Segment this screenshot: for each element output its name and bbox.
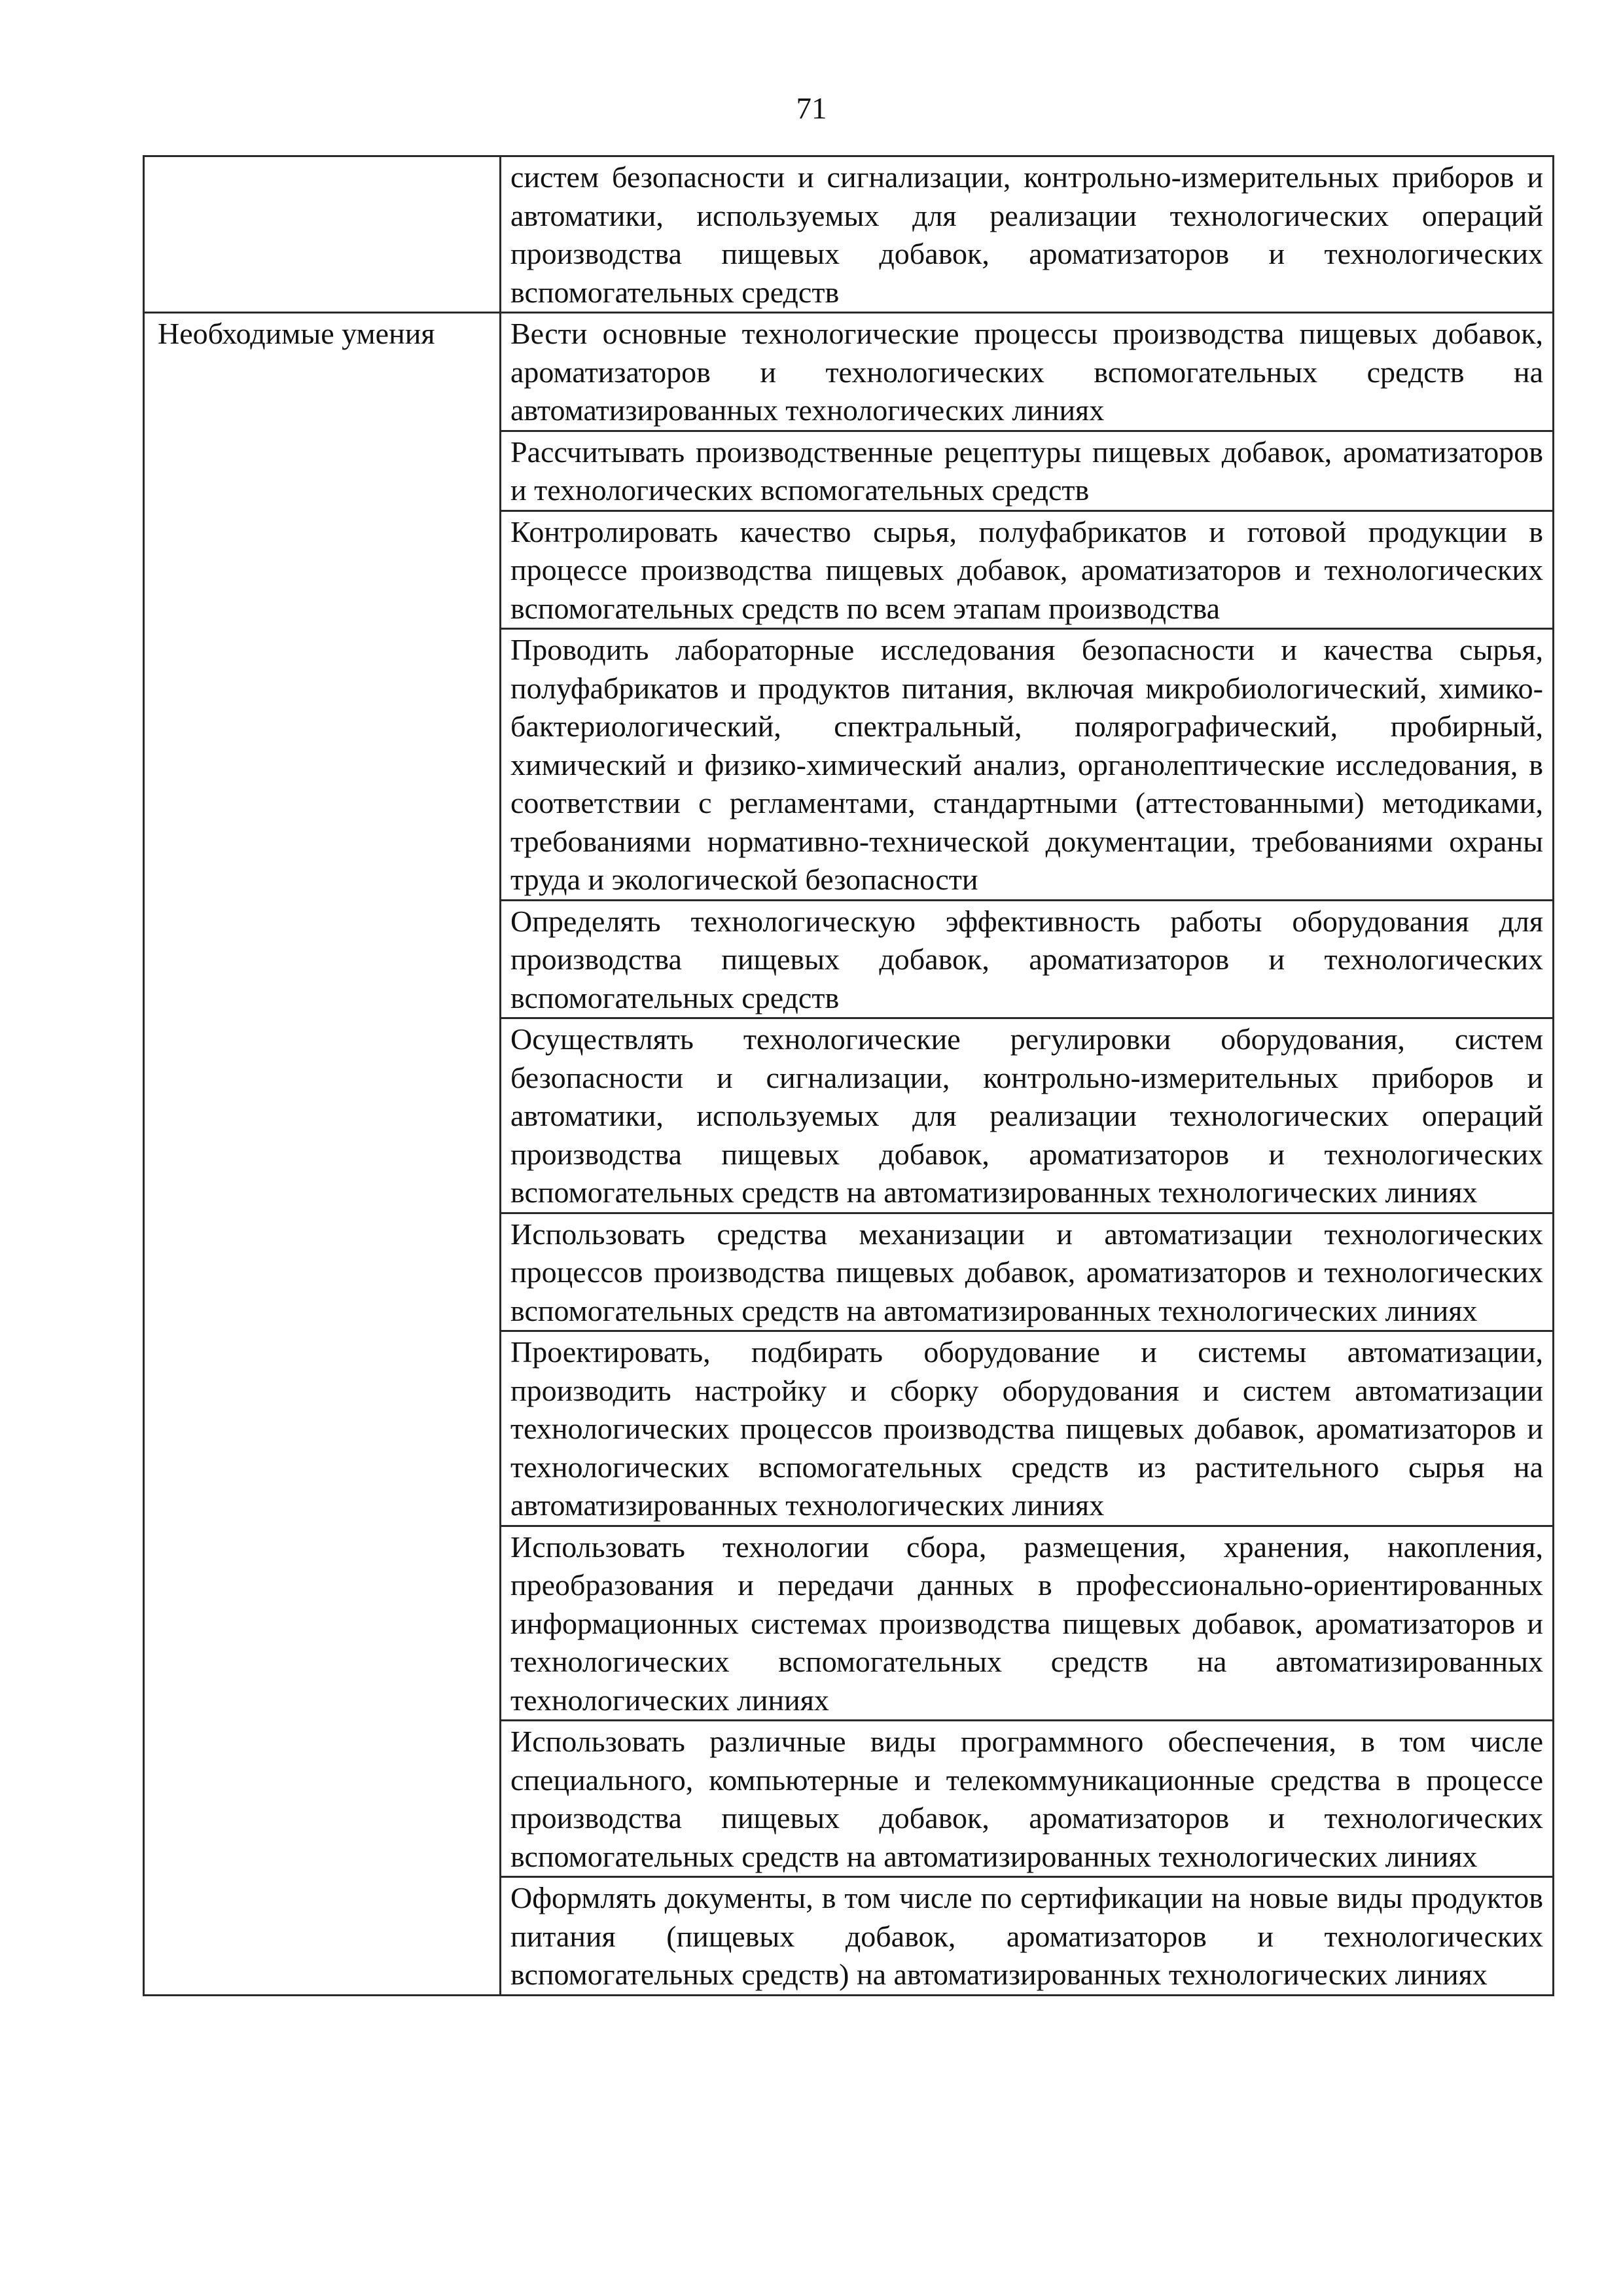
table-cell-empty (144, 156, 501, 313)
page-number: 71 (796, 92, 827, 126)
skill-item: Проектировать, подбирать оборудование и системы автоматизации, производить настройку и сборку оборудования и систем автоматизации технологических процессов производства пищевых добавок, ароматизаторов и технологических вспомогательных средств из растительного сырья на автоматизированных технологических линиях (501, 1331, 1554, 1526)
skill-item: Оформлять документы, в том числе по сертификации на новые виды продуктов питания (пищевых добавок, ароматизаторов и технологических вспомогательных средств) на автоматизированных технологических линиях (501, 1877, 1554, 1996)
skill-item: Использовать технологии сбора, размещения, хранения, накопления, преобразования и передачи данных в профессионально-ориентированных информационных системах производства пищевых добавок, ароматизаторов и технологических вспомогательных средств на автоматизированных технологических линиях (501, 1526, 1554, 1721)
skill-item: Контролировать качество сырья, полуфабрикатов и готовой продукции в процессе производства пищевых добавок, ароматизаторов и технологических вспомогательных средств по всем этапам производства (501, 511, 1554, 629)
skill-item: Рассчитывать производственные рецептуры пищевых добавок, ароматизаторов и технологических вспомогательных средств (501, 431, 1554, 511)
section-label: Необходимые умения (144, 313, 501, 1996)
table-row (144, 156, 1554, 313)
skill-item: Вести основные технологические процессы производства пищевых добавок, ароматизаторов и технологических вспомогательных средств на автоматизированных технологических линиях (501, 313, 1554, 431)
table-row (144, 313, 1554, 431)
skill-item: Определять технологическую эффективность работы оборудования для производства пищевых добавок, ароматизаторов и технологических вспомогательных средств (501, 900, 1554, 1018)
skills-table (143, 155, 1554, 1996)
skill-item: Использовать средства механизации и автоматизации технологических процессов производства пищевых добавок, ароматизаторов и технологических вспомогательных средств на автоматизированных технологических линиях (501, 1213, 1554, 1331)
skill-item: Использовать различные виды программного обеспечения, в том числе специального, компьютерные и телекоммуникационные средства в процессе производства пищевых добавок, ароматизаторов и технологических вспомогательных средств на автоматизированных технологических линиях (501, 1721, 1554, 1877)
skill-item: Осуществлять технологические регулировки оборудования, систем безопасности и сигнализации, контрольно-измерительных приборов и автоматики, используемых для реализации технологических операций производства пищевых добавок, ароматизаторов и технологических вспомогательных средств на автоматизированных технологических линиях (501, 1018, 1554, 1213)
skill-item: Проводить лабораторные исследования безопасности и качества сырья, полуфабрикатов и продуктов питания, включая микробиологический, химико-бактериологический, спектральный, полярографический, пробирный, химический и физико-химический анализ, органолептические исследования, в соответствии с регламентами, стандартными (аттестованными) методиками, требованиями нормативно-технической документации, требованиями охраны труда и экологической безопасности (501, 629, 1554, 901)
continuation-text: систем безопасности и сигнализации, контрольно-измерительных приборов и автоматики, используемых для реализации технологических операций производства пищевых добавок, ароматизаторов и технологических вспомогательных средств (501, 156, 1554, 313)
